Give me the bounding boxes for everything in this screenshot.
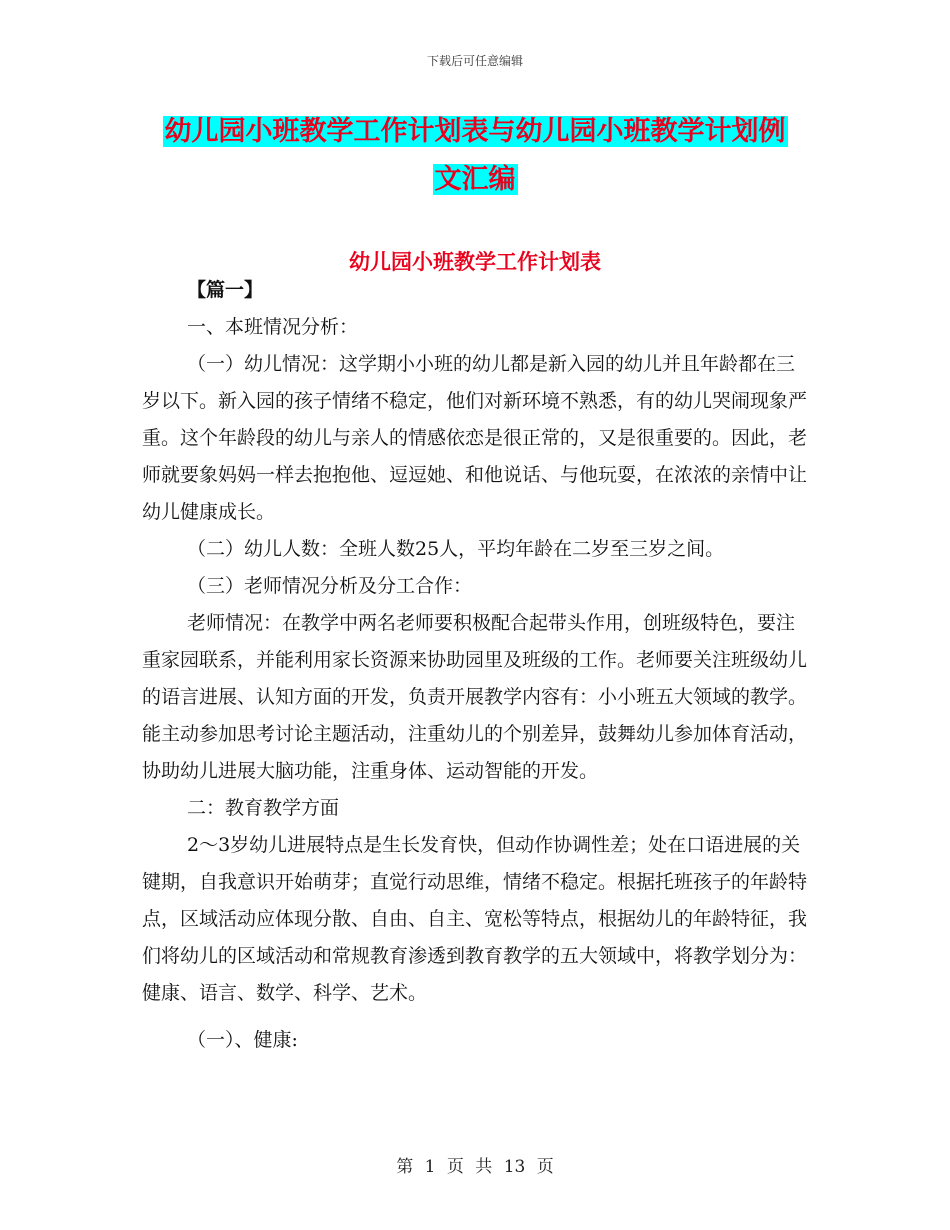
part-label: 【篇一】 (187, 279, 264, 301)
heading-education: 二：教育教学方面 (187, 797, 340, 819)
page-footer: 第 1 页 共 13 页 (396, 1157, 554, 1177)
document-title-line-1: 幼儿园小班教学工作计划表与幼儿园小班教学计划例 (164, 116, 786, 147)
document-body (142, 272, 812, 1059)
header-note: 下载后可任意编辑 (426, 54, 523, 68)
heading-health: （一）、健康: (187, 1029, 298, 1051)
heading-class-analysis: 一、本班情况分析： (187, 316, 359, 338)
document-title-line-2: 文汇编 (434, 164, 516, 195)
paragraph-children-count: （二）幼儿人数：全班人数25人，平均年龄在二岁至三岁之间。 (187, 538, 725, 560)
paragraph-children-situation: （一）幼儿情况：这学期小小班的幼儿都是新入园的幼儿并且年龄都在三岁以下。新入园的孩子情绪不稳定，他们对新环境不熟悉，有的幼儿哭闹现象严重。这个年龄段的幼儿与亲人的情感依恋是很正常的，又是很重要的。因此，老师就要象妈妈一样去抱抱他、逗逗她、和他说话、与他玩耍，在浓浓的亲情中让幼儿健康成长。 (142, 353, 808, 523)
paragraph-development: 2～3岁幼儿进展特点是生长发育快，但动作协调性差；处在口语进展的关键期，自我意识开始萌芽；直觉行动思维，情绪不稳定。根据托班孩子的年龄特点，区域活动应体现分散、自由、自主、宽松等特点，根据幼儿的年龄特征，我们将幼儿的区域活动和常规教育渗透到教育教学的五大领域中，将教学划分为：健康、语言、数学、科学、艺术。 (142, 834, 808, 1004)
heading-teacher-analysis: （三）老师情况分析及分工合作： (187, 575, 473, 597)
paragraph-teacher-situation: 老师情况：在教学中两名老师要积极配合起带头作用，创班级特色，要注重家园联系，并能利用家长资源来协助园里及班级的工作。老师要关注班级幼儿的语言进展、认知方面的开发，负责开展教学内容有：小小班五大领域的教学。能主动参加思考讨论主题活动，注重幼儿的个别差异，鼓舞幼儿参加体育活动，协助幼儿进展大脑功能，注重身体、运动智能的开发。 (142, 612, 808, 782)
document-title (0, 108, 950, 204)
section-title: 幼儿园小班教学工作计划表 (349, 250, 601, 274)
